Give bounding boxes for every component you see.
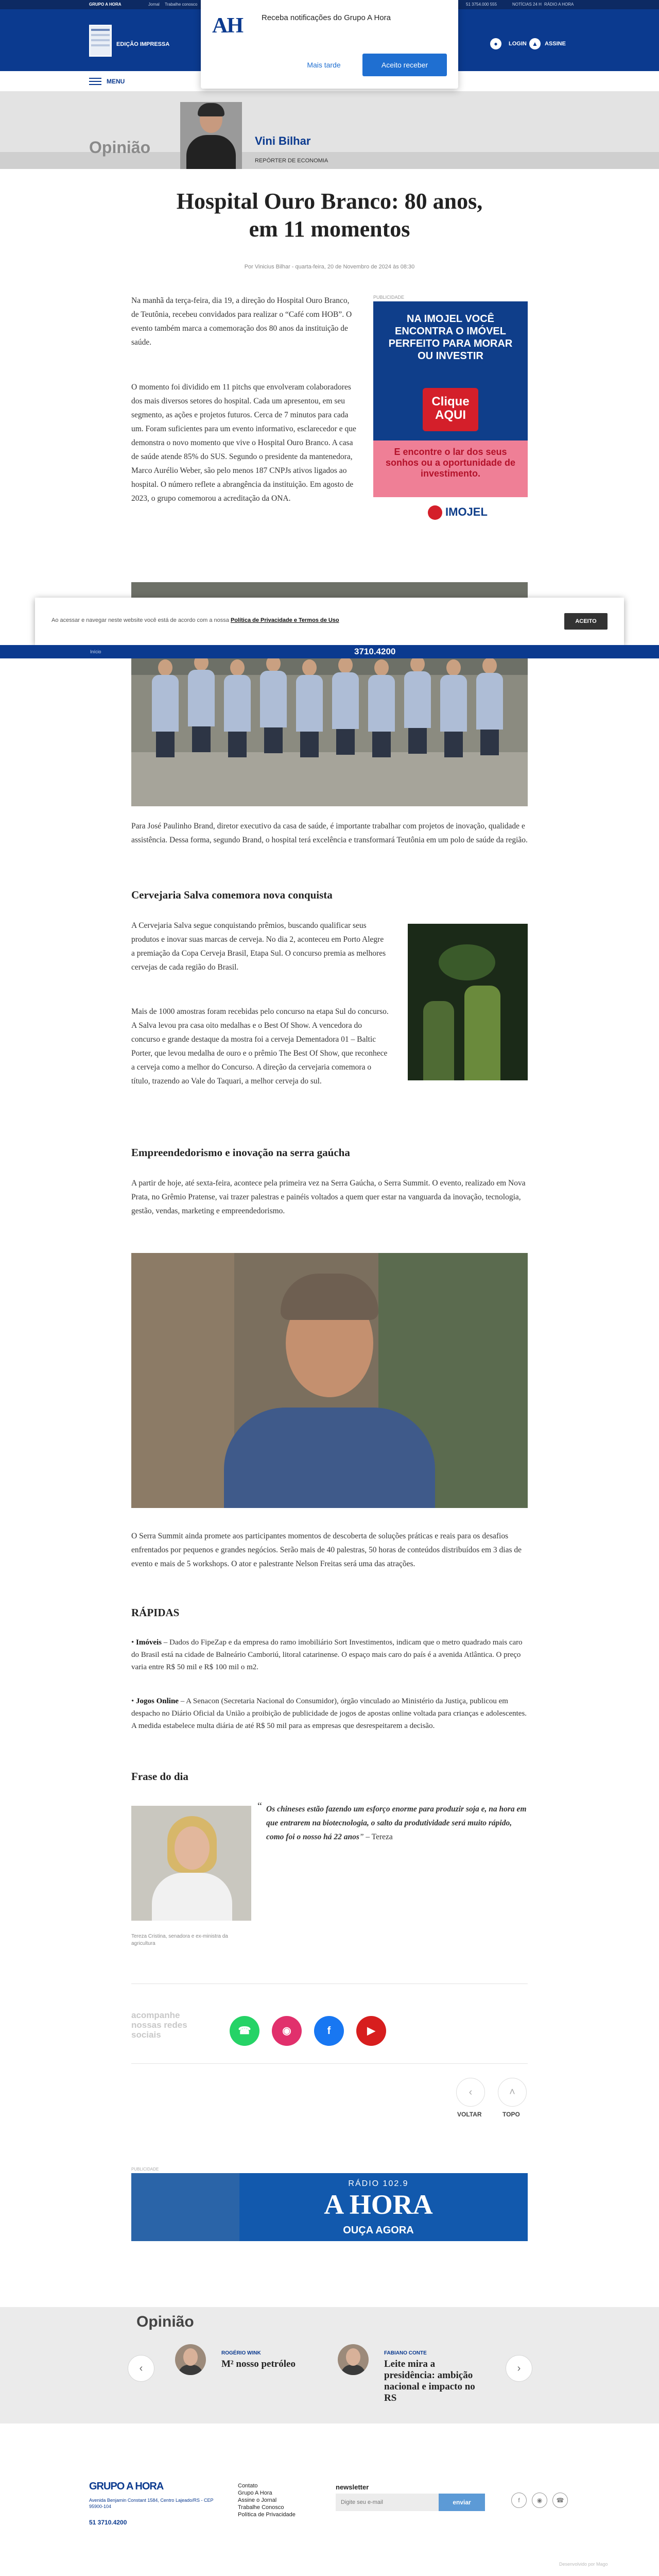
author-name[interactable]: Vini Bilhar <box>255 134 311 147</box>
later-button[interactable]: Mais tarde <box>307 61 341 69</box>
youtube-icon[interactable]: ▶ <box>356 2016 386 2046</box>
tereza-photo <box>131 1806 251 1921</box>
menu-button[interactable]: MENU <box>107 78 125 85</box>
newsletter-label: newsletter <box>336 2483 369 2491</box>
brand-logo: AH <box>212 14 242 38</box>
cookie-banner <box>35 598 624 645</box>
top-link-jornal[interactable]: Jornal <box>148 2 160 7</box>
opinion-author[interactable]: ROGÉRIO WINK <box>221 2350 261 2356</box>
top-brand[interactable]: GRUPO A HORA <box>89 2 122 7</box>
article-title: Hospital Ouro Branco: 80 anos, em 11 momentos <box>176 189 483 242</box>
notification-popup <box>201 0 458 89</box>
carousel-prev-icon[interactable]: ‹ <box>128 2355 154 2382</box>
subscribe-button[interactable]: ASSINE <box>545 41 566 47</box>
section-title: Opinião <box>89 138 151 157</box>
instagram-icon[interactable]: ◉ <box>272 2016 302 2046</box>
opinion-band <box>0 92 659 169</box>
top-arrow-icon[interactable]: ˄ <box>498 2078 527 2107</box>
listen-now-button[interactable]: OUÇA AGORA <box>343 2225 414 2236</box>
paragraph: O Serra Summit ainda promete aos participantes momentos de descoberta de soluções práticas e reais para os desafios enfrentados por pequenos e grandes negócios. Serão mais de 40 palestras, 50 horas de conteúdos distribuídos em 3 dias de evento e mais de 5 workshops. O ator e palestrante Nelson Freitas será uma das atrações. <box>131 1532 522 1568</box>
home-link[interactable]: Início <box>90 649 101 654</box>
top-button[interactable]: TOPO <box>502 2111 520 2118</box>
beer-award-photo <box>408 924 528 1080</box>
imojel-ad[interactable] <box>373 301 528 528</box>
top-link-trabalhe[interactable]: Trabalhe conosco <box>165 2 198 7</box>
section-heading: Empreendedorismo e inovação na serra gaúcha <box>131 1146 350 1159</box>
divider <box>131 2063 528 2064</box>
user-icon[interactable]: ● <box>490 38 501 49</box>
back-button[interactable]: VOLTAR <box>457 2111 482 2118</box>
footer-link[interactable]: Contato <box>238 2483 258 2489</box>
photo-caption: Tereza Cristina, senadora e ex-ministra da agricultura <box>131 1934 228 1946</box>
section-heading: Frase do dia <box>131 1770 188 1783</box>
opinion-headline[interactable]: Leite mira a presidência: ambição nacional e impacto no RS <box>384 2359 475 2403</box>
ad-headline: NA IMOJEL VOCÊ ENCONTRA O IMÓVEL PERFEITO PARA MORAR OU INVESTIR <box>388 313 513 362</box>
author-role: REPÓRTER DE ECONOMIA <box>255 158 328 164</box>
radio-name: A HORA <box>324 2189 433 2220</box>
section-heading: RÁPIDAS <box>131 1606 180 1619</box>
ad-subtext: E encontre o lar dos seus sonhos ou a oportunidade de investimento. <box>386 447 515 479</box>
footer-phone: 51 3710.4200 <box>89 2519 127 2526</box>
footer-link[interactable]: Política de Privacidade <box>238 2512 296 2518</box>
whatsapp-icon[interactable]: ☎ <box>230 2016 259 2046</box>
sticky-blue-bar <box>0 645 659 658</box>
footer-links <box>238 2482 296 2518</box>
footer-link[interactable]: Assine o Jornal <box>238 2497 277 2503</box>
footer-logo[interactable]: GRUPO A HORA <box>89 2481 164 2492</box>
cookie-text: Ao acessar e navegar neste website você está de acordo com a nossa Política de Privacidade e Termos de Uso <box>51 617 339 623</box>
hamburger-icon[interactable] <box>89 78 101 85</box>
quote-mark: “ <box>257 1801 262 1812</box>
author-photo <box>180 102 242 169</box>
ad-brand: IMOJEL <box>445 505 488 518</box>
facebook-icon[interactable]: f <box>511 2493 527 2508</box>
top-radio[interactable]: RÁDIO A HORA <box>544 2 574 7</box>
article-byline: Por Vinicius Bilhar - quarta-feira, 20 de Novembro de 2024 às 08:30 <box>244 264 415 270</box>
paragraph: Mais de 1000 amostras foram recebidas pelo concurso na etapa Sul do concurso. A Salva levou pra casa oito medalhas e o Best Of Show. A vencedora do concurso e grande destaque da mostra foi a cerveja Dementadora 01 – Baltic Porter, que levou medalha de ouro e o prêmio The Best Of Show, que reconhece a cerveja como a melhor do Concurso. A direção da cervejaria comemora o título, trazendo ao Vale do Taquari, a melhor cerveja do sul. <box>131 1007 389 1086</box>
opinion-section <box>0 2307 659 2424</box>
quote-of-the-day: Os chineses estão fazendo um esforço enorme para produzir soja e, na hora em que entrarem na biotecnologia, o salto da produtividade será muito rápido, como foi o nosso há 22 anos” – Tereza <box>266 1805 527 1841</box>
list-item: • Imóveis – Dados do FipeZap e da empresa do ramo imobiliário Sort Investimentos, indicam que o metro quadrado mais caro do Brasil está na cidade de Balneário Camboriú, litoral catarinense. O espaço mais caro do país é a avenida Atlântica. O preço varia entre R$ 50 mil e R$ 100 mil o m2. <box>131 1638 523 1671</box>
paragraph: O momento foi dividido em 11 pitchs que envolveram colaboradores dos mais diversos setores do hospital. Cada um apresentou, em seu segmento, as ações e projetos futuros. Cerca de 7 minutos para cada um. Foram suficientes para um evento informativo, esclarecedor e que demonstra o novo momento que vive o Hospital Ouro Branco. A casa de saúde atende 85% do SUS. Segundo o presidente da mantenedora, Marco Aurélio Weber, são pelo menos 187 CNPJs ativos ligados ao hospital. O número reflete a abrangência da instituição. Em agosto de 2023, o grupo comemorou a acreditação da ONA. <box>131 383 356 503</box>
paragraph: Na manhã da terça-feira, dia 19, a direção do Hospital Ouro Branco, de Teutônia, recebeu convidados para realizar o “Café com HOB”. O evento também marca a comemoração dos 80 anos da instituição de saúde. <box>131 296 352 347</box>
opinion-author[interactable]: FABIANO CONTE <box>384 2350 427 2356</box>
developer-credit[interactable]: Desenvolvido por Mago <box>559 2562 608 2567</box>
radio-frequency: RÁDIO 102.9 <box>348 2179 409 2188</box>
speaker-photo <box>131 1253 528 1508</box>
whatsapp-icon[interactable]: ☎ <box>552 2493 568 2508</box>
avatar <box>175 2344 206 2375</box>
edition-thumbnail[interactable] <box>89 25 112 57</box>
subscribe-icon[interactable]: ▲ <box>529 38 541 49</box>
footer-link[interactable]: Trabalhe Conosco <box>238 2504 284 2511</box>
accept-notifications-button[interactable]: Aceito receber <box>362 54 447 76</box>
login-button[interactable]: LOGIN <box>509 41 527 47</box>
edition-label[interactable]: EDIÇÃO IMPRESSA <box>116 41 170 47</box>
phone-number: 3710.4200 <box>354 647 396 656</box>
section-heading: Cervejaria Salva comemora nova conquista <box>131 889 333 901</box>
opinion-section-title: Opinião <box>136 2313 194 2330</box>
list-item: • Jogos Online – A Senacon (Secretaria Nacional do Consumidor), órgão vinculado ao Ministério da Justiça, publicou em despacho no Diário Oficial da União a proibição de publicidade de jogos de apostas online voltada para crianças e adolescentes. A medida estabelece multa diária de até R$ 50 mil para as empresas que desrespeitarem a decisão. <box>131 1697 527 1730</box>
radio-banner[interactable] <box>131 2173 528 2241</box>
newsletter-submit-button[interactable]: enviar <box>439 2494 485 2511</box>
notification-text: Receba notificações do Grupo A Hora <box>262 13 391 22</box>
imojel-logo-icon <box>428 505 442 520</box>
ad-label: PUBLICIDADE <box>131 2167 159 2172</box>
social-follow-text: acompanhe nossas redes sociais <box>131 2010 187 2040</box>
paragraph: A Cervejaria Salva segue conquistando prêmios, buscando qualificar seus produtos e inovar suas marcas de cerveja. No dia 2, aconteceu em Porto Alegre a premiação da Copa Cerveja Brasil, Etapa Sul. O concurso premia as melhores cervejas de cada região do Brasil. <box>131 921 386 972</box>
cookie-accept-button[interactable]: ACEITO <box>564 613 608 630</box>
ad-cta-button[interactable]: Clique AQUI <box>423 388 478 431</box>
facebook-icon[interactable]: f <box>314 2016 344 2046</box>
avatar <box>338 2344 369 2375</box>
privacy-policy-link[interactable]: Política de Privacidade e Termos de Uso <box>230 617 339 623</box>
ad-label: PUBLICIDADE <box>373 295 405 300</box>
opinion-headline[interactable]: M² nosso petróleo <box>221 2359 296 2369</box>
paragraph: Para José Paulinho Brand, diretor executivo da casa de saúde, é importante trabalhar com projetos de inovação, qualidade e assistência. Dessa forma, segundo Brand, o hospital terá excelência e transformará Teutônia em um polo de saúde da região. <box>131 822 528 844</box>
paragraph: A partir de hoje, até sexta-feira, acontece pela primeira vez na Serra Gaúcha, o Serra Summit. O evento, realizado em Nova Prata, no Grêmio Pratense, vai trazer palestras e painéis voltados a quem quer estar na vanguarda da inovação, tecnologia, gestão, vendas, marketing e empreendedorismo. <box>131 1179 526 1215</box>
footer-link[interactable]: Grupo A Hora <box>238 2490 272 2496</box>
carousel-next-icon[interactable]: › <box>506 2355 532 2382</box>
footer-address: Avenida Benjamin Constant 1584, Centro Lajeado/RS - CEP 95900-104 <box>89 2498 214 2509</box>
top-phone-1: 51 3754.000 555 <box>466 2 497 7</box>
instagram-icon[interactable]: ◉ <box>532 2493 547 2508</box>
back-arrow-icon[interactable]: ‹ <box>456 2078 485 2107</box>
newsletter-email-input[interactable] <box>336 2494 439 2511</box>
top-news[interactable]: NOTÍCIAS 24 H <box>512 2 542 7</box>
